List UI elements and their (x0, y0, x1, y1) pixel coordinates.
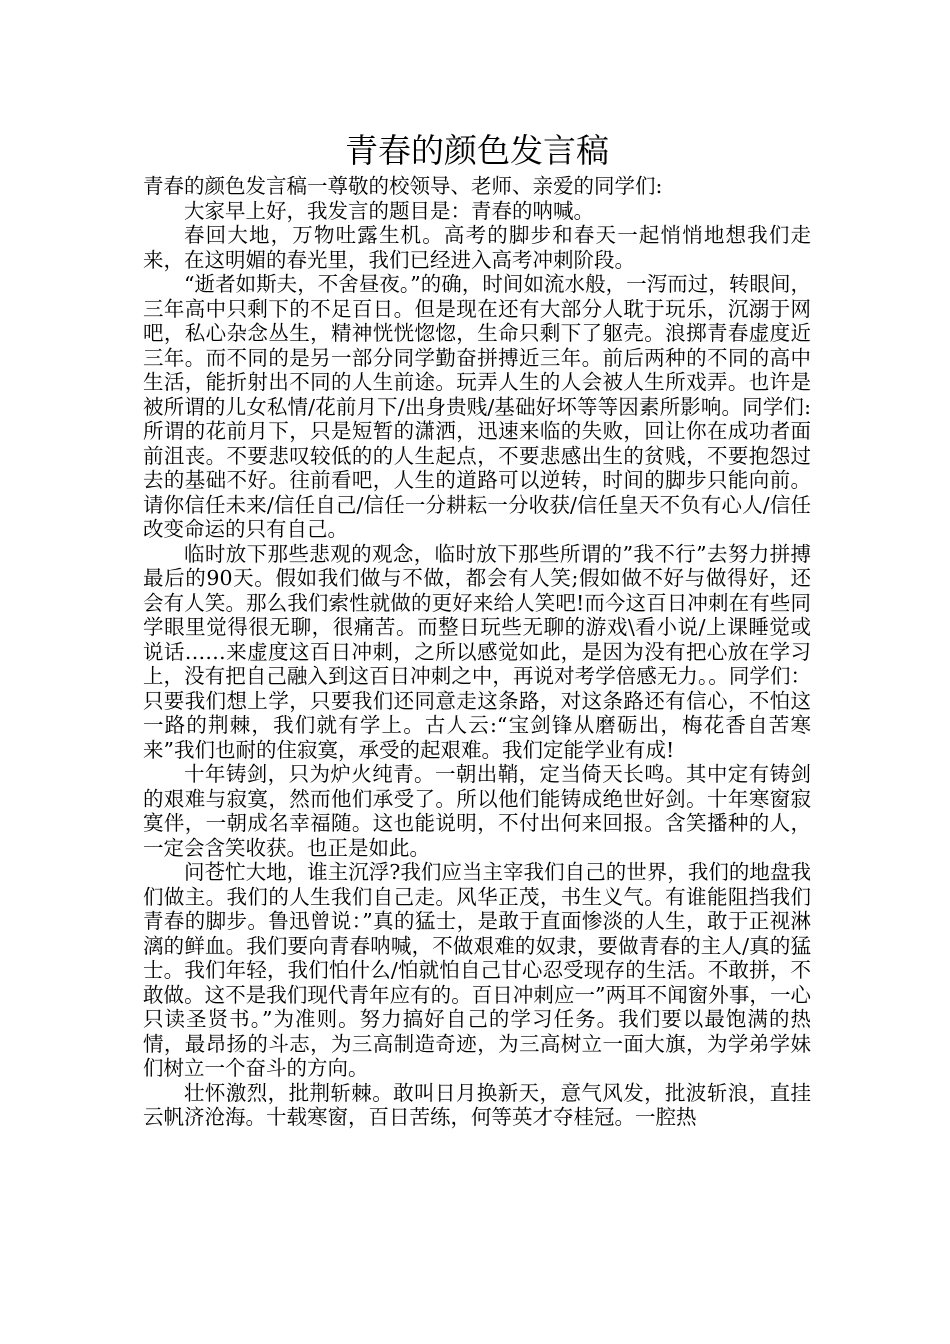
paragraph-7: 壮怀激烈，批荆斩棘。敢叫日月换新天，意气风发，批波斩浪，直挂云帆济沧海。十载寒窗，百日苦练，何等英才夺桂冠。一腔热 (143, 1080, 811, 1129)
paragraph-3: “逝者如斯夫，不舍昼夜。”的确，时间如流水般，一泻而过，转眼间，三年高中只剩下的不足百日。但是现在还有大部分人耽于玩乐，沉溺于网吧，私心杂念丛生，精神恍恍惚惚，生命只剩下了躯壳。浪掷青春虚度近三年。而不同的是另一部分同学勤奋拼搏近三年。前后两种的不同的高中生活，能折射出不同的人生前途。玩弄人生的人会被人生所戏弄。也许是被所谓的儿女私情/花前月下/出身贵贱/基础好坏等等因素所影响。同学们:所谓的花前月下，只是短暂的潇洒，迅速来临的失败，回让你在成功者面前沮丧。不要悲叹较低的的人生起点，不要悲感出生的贫贱，不要抱怨过去的基础不好。往前看吧，人生的道路可以逆转，时间的脚步只能向前。请你信任未来/信任自己/信任一分耕耘一分收获/信任皇天不负有心人/信任改变命运的只有自己。 (143, 272, 811, 541)
document-body (143, 174, 811, 1130)
paragraph-1: 大家早上好，我发言的题目是：青春的呐喊。 (184, 198, 594, 223)
paragraph-5: 十年铸剑，只为炉火纯青。一朝出鞘，定当倚天长鸣。其中定有铸剑的艰难与寂寞，然而他们承受了。所以他们能铸成绝世好剑。十年寒窗寂寞伴，一朝成名幸福随。这也能说明，不付出何来回报。含笑播种的人，一定会含笑收获。也正是如此。 (143, 762, 811, 860)
document-title: 青春的颜色发言稿 (345, 131, 609, 170)
paragraph-2: 春回大地，万物吐露生机。高考的脚步和春天一起悄悄地想我们走来，在这明媚的春光里，我们已经进入高考冲刺阶段。 (143, 223, 811, 272)
paragraph-0: 青春的颜色发言稿一尊敬的校领导、老师、亲爱的同学们: (143, 174, 663, 198)
document-page (143, 130, 811, 1130)
paragraph-4: 临时放下那些悲观的观念，临时放下那些所谓的”我不行”去努力拼搏最后的90天。假如我们做与不做，都会有人笑;假如做不好与做得好，还会有人笑。那么我们索性就做的更好来给人笑吧!而今这百日冲刺在有些同学眼里觉得很无聊，很痛苦。而整日玩些无聊的游戏\看小说/上课睡觉或说话……来虚度这百日冲刺，之所以感觉如此，是因为没有把心放在学习上，没有把自己融入到这百日冲刺之中，再说对考学倍感无力。。同学们：只要我们想上学，只要我们还同意走这条路，对这条路还有信心，不怕这一路的荆棘，我们就有学上。古人云:“宝剑锋从磨砺出，梅花香自苦寒来”我们也耐的住寂寞，承受的起艰难。我们定能学业有成! (143, 541, 811, 762)
paragraph-6: 问苍忙大地，谁主沉浮?我们应当主宰我们自己的世界，我们的地盘我们做主。我们的人生我们自己走。风华正茂，书生义气。有谁能阻挡我们青春的脚步。鲁迅曾说：”真的猛士，是敢于直面惨淡的人生，敢于正视淋漓的鲜血。我们要向青春呐喊，不做艰难的奴隶，要做青春的主人/真的猛士。我们年轻，我们怕什么/怕就怕自己甘心忍受现存的生活。不敢拼，不敢做。这不是我们现代青年应有的。百日冲刺应一”两耳不闻窗外事，一心只读圣贤书。”为准则。努力搞好自己的学习任务。我们要以最饱满的热情，最昂扬的斗志，为三高制造奇迹，为三高树立一面大旗，为学弟学妹们树立一个奋斗的方向。 (143, 860, 811, 1080)
